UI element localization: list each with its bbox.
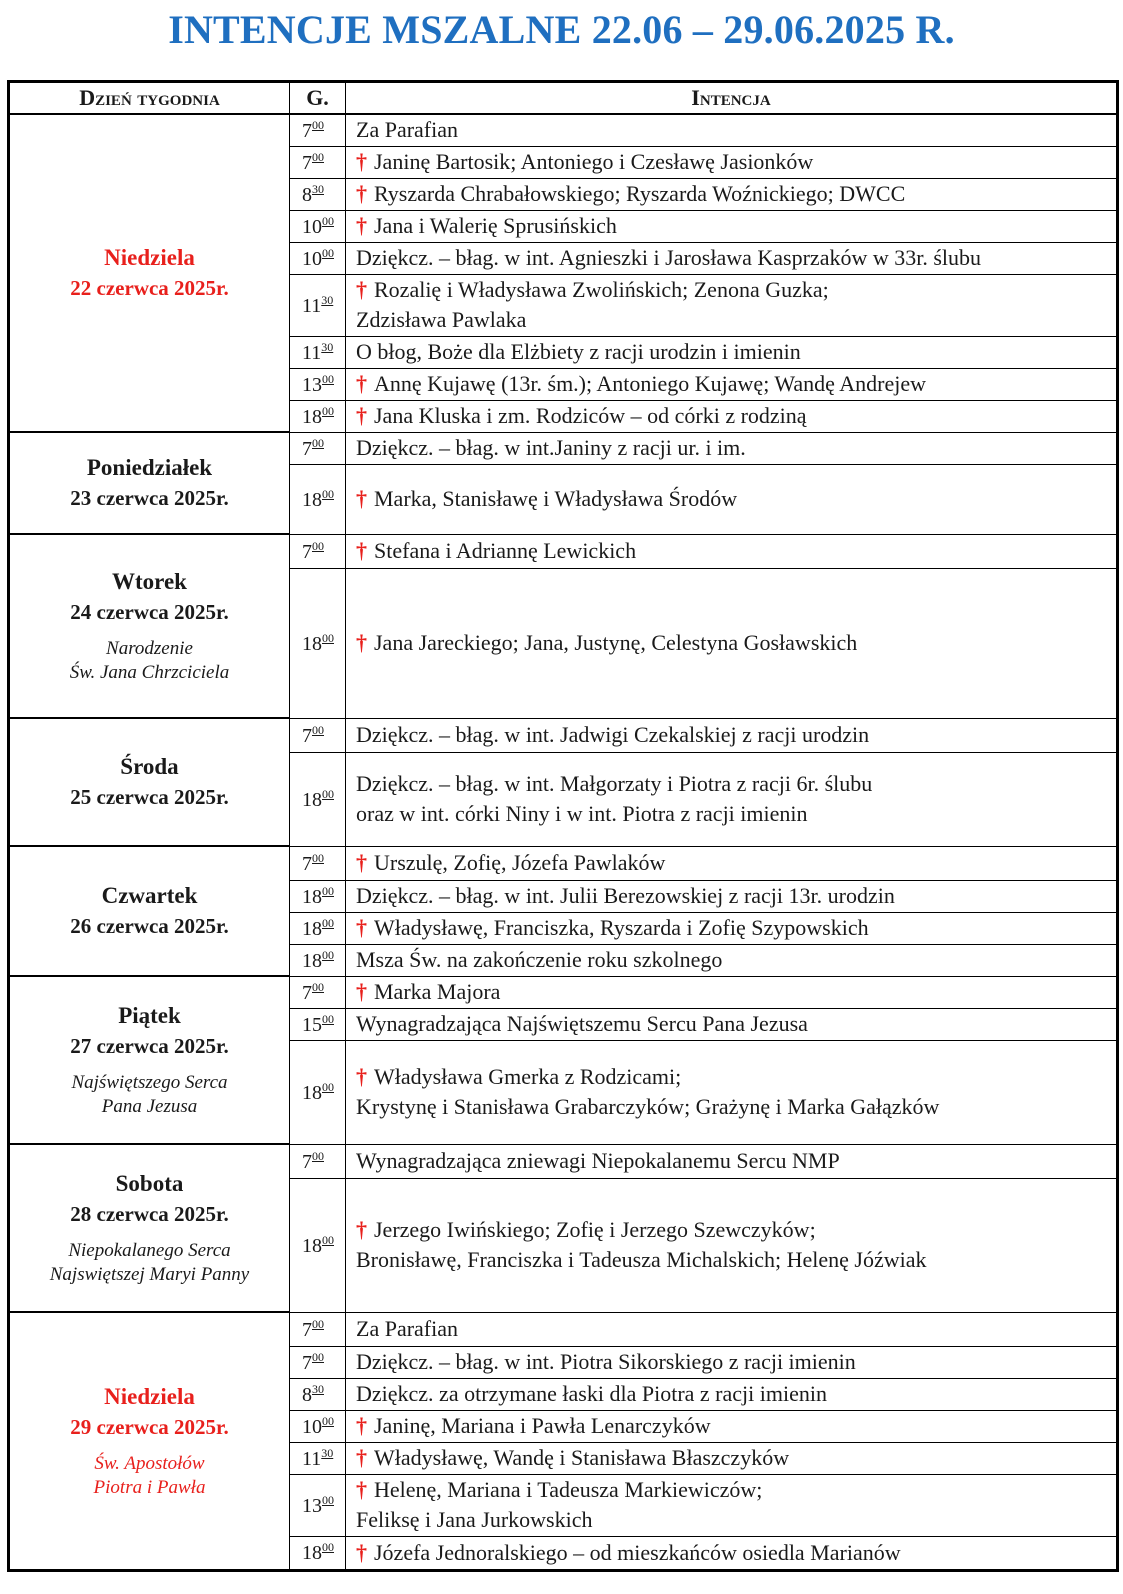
mass-time (290, 752, 346, 846)
time-hour: 18 (302, 405, 322, 428)
intention-line-text: Urszulę, Zofię, Józefa Pawlaków (374, 850, 666, 875)
feast-line: Św. Jana Chrzciciela (69, 662, 230, 683)
time-minutes: 00 (312, 117, 324, 132)
cross-icon: † (356, 213, 367, 238)
cross-icon: † (356, 630, 367, 655)
header-day: Dzień tygodnia (9, 82, 290, 115)
mass-time (290, 210, 346, 242)
intention-line-text: Marka Majora (374, 979, 501, 1004)
intention-line-text: Wynagradzająca zniewagi Niepokalanemu Sercu NMP (356, 1148, 840, 1173)
day-date: 23 czerwca 2025r. (70, 486, 229, 510)
mass-time (290, 336, 346, 368)
table-row (9, 1312, 1118, 1346)
cross-icon: † (356, 915, 367, 940)
intention-line-text: Dziękcz. – błag. w int. Jadwigi Czekalskiej z racji urodzin (356, 722, 870, 747)
intention-text (346, 400, 1118, 432)
time-hour: 18 (302, 788, 322, 811)
time-hour: 18 (302, 949, 322, 972)
intention-text (346, 242, 1118, 274)
intention-line-text: Helenę, Mariana i Tadeusza Markiewiczów; (374, 1477, 763, 1502)
day-date: 25 czerwca 2025r. (70, 785, 229, 809)
time-hour: 7 (302, 119, 312, 142)
intention-text (346, 976, 1118, 1008)
intention-line (356, 977, 1116, 1007)
cross-icon: † (356, 371, 367, 396)
intention-line-text: Dziękcz. – błag. w int.Janiny z racji ur. i im. (356, 435, 746, 460)
intention-text (346, 1442, 1118, 1474)
time-minutes: 30 (312, 181, 324, 196)
day-cell (9, 1312, 290, 1570)
feast-line: Św. Apostołów (94, 1452, 205, 1474)
day-name: Niedziela (104, 245, 195, 270)
time-hour: 7 (302, 151, 312, 174)
intention-line-text: Za Parafian (356, 1316, 458, 1341)
intention-line (356, 369, 1116, 399)
intention-line-text: Bronisławę, Franciszka i Tadeusza Michalskich; Helenę Jóźwiak (356, 1247, 927, 1272)
day-date: 24 czerwca 2025r. (70, 600, 229, 624)
intention-text (346, 1144, 1118, 1178)
intention-text (346, 178, 1118, 210)
time-minutes: 00 (312, 1148, 324, 1163)
intention-line (356, 179, 1116, 209)
mass-time (290, 1442, 346, 1474)
table-row (9, 114, 1118, 146)
time-hour: 10 (302, 1415, 322, 1438)
day-cell (9, 114, 290, 432)
intention-line-text: Jerzego Iwińskiego; Zofię i Jerzego Szewczyków; (374, 1217, 816, 1242)
feast-line: Pana Jezusa (101, 1096, 198, 1117)
intention-line-text: Marka, Stanisławę i Władysława Środów (374, 486, 738, 511)
cross-icon: † (356, 181, 367, 206)
intention-line (356, 1538, 1116, 1568)
time-hour: 10 (302, 215, 322, 238)
time-hour: 18 (302, 1081, 322, 1104)
intention-line-text: Dziękcz. – błag. w int. Małgorzaty i Piotra z racji 6r. ślubu (356, 771, 873, 796)
intention-text (346, 1410, 1118, 1442)
intention-line (356, 147, 1116, 177)
cross-icon: † (356, 1477, 367, 1502)
title-suffix: R. (915, 7, 955, 52)
day-cell (9, 1144, 290, 1312)
mass-time (290, 464, 346, 534)
day-feast (10, 1452, 289, 1500)
time-minutes: 00 (322, 915, 334, 930)
mass-time (290, 1410, 346, 1442)
title-word1: INTENCJE (168, 7, 373, 52)
time-minutes: 30 (321, 292, 334, 307)
table-row (9, 976, 1118, 1008)
table-row (9, 718, 1118, 752)
intention-text (346, 432, 1118, 464)
intention-line-text: oraz w int. córki Niny i w int. Piotra z racji imienin (356, 801, 808, 826)
day-name: Poniedziałek (86, 455, 213, 480)
intention-line-text: Janinę Bartosik; Antoniego i Czesławę Jasionków (374, 149, 814, 174)
intention-line-text: Władysława Gmerka z Rodzicami; (374, 1064, 682, 1089)
time-minutes: 00 (322, 630, 334, 645)
mass-time (290, 1474, 346, 1536)
cross-icon: † (356, 1217, 367, 1242)
page-title (0, 6, 1123, 53)
intention-line (356, 115, 1116, 145)
intention-line-text: Dziękcz. – błag. w int. Julii Berezowskiej z racji 13r. urodzin (356, 883, 895, 908)
mass-time (290, 1008, 346, 1040)
time-hour: 18 (302, 488, 322, 511)
time-hour: 7 (302, 540, 312, 563)
intention-line (356, 1347, 1116, 1377)
time-hour: 7 (302, 981, 312, 1004)
mass-time (290, 114, 346, 146)
mass-time (290, 274, 346, 336)
intention-text (346, 210, 1118, 242)
time-hour: 10 (302, 247, 322, 270)
intention-text (346, 752, 1118, 846)
cross-icon: † (356, 149, 367, 174)
time-minutes: 00 (322, 403, 334, 418)
intention-text (346, 534, 1118, 568)
day-feast (10, 637, 289, 685)
mass-time (290, 432, 346, 464)
intention-line-text: Stefana i Adriannę Lewickich (374, 538, 637, 563)
intention-line (356, 484, 1116, 514)
mass-time (290, 912, 346, 944)
intention-line (356, 1443, 1116, 1473)
day-date: 22 czerwca 2025r. (70, 276, 229, 300)
time-minutes: 00 (322, 1011, 334, 1026)
intention-text (346, 464, 1118, 534)
title-word2: MSZALNE (382, 7, 582, 52)
cross-icon: † (356, 1413, 367, 1438)
cross-icon: † (356, 1064, 367, 1089)
time-minutes: 00 (312, 1316, 324, 1331)
intention-line (356, 945, 1116, 975)
feast-line: Niepokalanego Serca (68, 1240, 231, 1261)
intention-text (346, 880, 1118, 912)
mass-time (290, 242, 346, 274)
time-hour: 7 (302, 1318, 312, 1341)
cross-icon: † (356, 979, 367, 1004)
time-hour: 7 (302, 852, 312, 875)
mass-time (290, 534, 346, 568)
intention-line (356, 720, 1116, 750)
time-hour: 11 (302, 341, 322, 364)
intention-line (356, 881, 1116, 911)
intention-text (346, 1008, 1118, 1040)
table-body (9, 114, 1118, 1570)
intention-text (346, 274, 1118, 336)
mass-time (290, 1312, 346, 1346)
time-hour: 18 (302, 917, 322, 940)
time-hour: 13 (302, 1494, 322, 1517)
time-minutes: 00 (312, 850, 324, 865)
intention-line-text: Janinę, Mariana i Pawła Lenarczyków (374, 1413, 711, 1438)
time-minutes: 00 (312, 435, 324, 450)
time-minutes: 00 (322, 213, 334, 228)
time-minutes: 00 (322, 1540, 334, 1554)
time-minutes: 00 (322, 371, 334, 386)
intention-line-text: Za Parafian (356, 117, 458, 143)
intention-line (356, 848, 1116, 878)
feast-line: Najswiętszej Maryi Panny (49, 1264, 250, 1285)
time-minutes: 30 (321, 339, 334, 354)
time-minutes: 00 (322, 883, 334, 898)
table-row (9, 432, 1118, 464)
time-minutes: 00 (322, 1079, 334, 1094)
cross-icon: † (356, 850, 367, 875)
header-intention: Intencja (346, 82, 1118, 115)
mass-time (290, 1346, 346, 1378)
time-hour: 8 (302, 1383, 312, 1406)
intention-line (356, 1062, 1116, 1092)
time-minutes: 00 (322, 1413, 334, 1428)
table-row (9, 1144, 1118, 1178)
intention-line-text: Ryszarda Chrabałowskiego; Ryszarda Woźnickiego; DWCC (374, 181, 906, 206)
day-cell (9, 432, 290, 534)
intention-line-text: Msza Św. na zakończenie roku szkolnego (356, 947, 723, 972)
day-feast (10, 1239, 289, 1287)
intention-text (346, 1040, 1118, 1144)
time-minutes: 00 (312, 149, 324, 164)
intention-line (356, 337, 1116, 367)
time-minutes: 30 (321, 1445, 334, 1460)
time-minutes: 00 (322, 947, 334, 962)
time-minutes: 00 (312, 538, 324, 553)
time-minutes: 30 (312, 1381, 324, 1396)
mass-time (290, 1378, 346, 1410)
day-name: Niedziela (104, 1383, 195, 1409)
day-date: 27 czerwca 2025r. (70, 1034, 229, 1058)
mass-time (290, 178, 346, 210)
time-minutes: 00 (312, 979, 324, 994)
time-hour: 18 (302, 1542, 322, 1564)
intention-line (356, 243, 1116, 273)
cross-icon: † (356, 1539, 367, 1565)
table-row (9, 534, 1118, 568)
intention-line (356, 1475, 1116, 1505)
mass-time (290, 368, 346, 400)
mass-time (290, 976, 346, 1008)
feast-line: Piotra i Pawła (93, 1476, 206, 1498)
mass-time (290, 944, 346, 976)
intention-line-text: Jana Kluska i zm. Rodziców – od córki z rodziną (374, 403, 807, 428)
intention-line (356, 1411, 1116, 1441)
table-row (9, 846, 1118, 880)
intention-line (356, 433, 1116, 463)
time-hour: 7 (302, 1351, 312, 1374)
cross-icon: † (356, 277, 367, 302)
intention-text (346, 568, 1118, 718)
time-hour: 18 (302, 632, 322, 655)
title-dates: 22.06 – 29.06.2025 (591, 7, 906, 52)
mass-time (290, 718, 346, 752)
intention-text (346, 114, 1118, 146)
intention-line-text: O błog, Boże dla Elżbiety z racji urodzin i imienin (356, 339, 801, 364)
mass-time (290, 1040, 346, 1144)
intention-text (346, 1474, 1118, 1536)
mass-time (290, 1144, 346, 1178)
time-hour: 13 (302, 373, 322, 396)
intention-line-text: Annę Kujawę (13r. śm.); Antoniego Kujawę; Wandę Andrejew (374, 371, 926, 396)
intention-line-text: Wynagradzająca Najświętszemu Sercu Pana Jezusa (356, 1011, 808, 1036)
day-date: 26 czerwca 2025r. (70, 914, 229, 938)
intention-text (346, 1378, 1118, 1410)
cross-icon: † (356, 538, 367, 563)
time-minutes: 00 (322, 786, 334, 801)
time-hour: 15 (302, 1013, 322, 1036)
intention-line (356, 1009, 1116, 1039)
day-cell (9, 846, 290, 976)
mass-time (290, 880, 346, 912)
intention-line-text: Władysławę, Franciszka, Ryszarda i Zofię Szypowskich (374, 915, 869, 940)
intention-line-text: Józefa Jednoralskiego – od mieszkańców osiedla Marianów (374, 1539, 901, 1565)
time-minutes: 00 (322, 245, 334, 260)
intention-line-text: Jana Jareckiego; Jana, Justynę, Celestyna Gosławskich (374, 630, 858, 655)
time-minutes: 00 (322, 1492, 334, 1507)
time-hour: 11 (302, 294, 322, 317)
cross-icon: † (356, 403, 367, 428)
intention-line (356, 1146, 1116, 1176)
intention-line-text: Dziękcz. – błag. w int. Piotra Sikorskiego z racji imienin (356, 1349, 856, 1374)
intention-line (356, 1314, 1116, 1344)
time-hour: 18 (302, 885, 322, 908)
intention-line (356, 1379, 1116, 1409)
time-minutes: 00 (322, 486, 334, 501)
mass-time (290, 1536, 346, 1570)
time-minutes: 00 (312, 1349, 324, 1364)
intention-line-text: Jana i Walerię Sprusińskich (374, 213, 617, 238)
intention-line (356, 913, 1116, 943)
intention-line-text: Zdzisława Pawlaka (356, 307, 527, 332)
intention-text (346, 368, 1118, 400)
feast-line: Narodzenie (106, 638, 193, 659)
intention-line-text: Krystynę i Stanisława Grabarczyków; Grażynę i Marka Gałązków (356, 1094, 940, 1119)
intention-line-text: Feliksę i Jana Jurkowskich (356, 1507, 593, 1532)
mass-time (290, 146, 346, 178)
mass-time (290, 400, 346, 432)
intention-text (346, 846, 1118, 880)
mass-time (290, 846, 346, 880)
time-hour: 8 (302, 183, 312, 206)
day-cell (9, 718, 290, 846)
intention-line (356, 275, 1116, 305)
intention-line-text: Władysławę, Wandę i Stanisława Błaszczyków (374, 1445, 790, 1470)
intention-line (356, 628, 1116, 658)
mass-time (290, 1178, 346, 1312)
intention-line-text: Rozalię i Władysława Zwolińskich; Zenona Guzka; (374, 277, 829, 302)
intention-text (346, 718, 1118, 752)
cross-icon: † (356, 1445, 367, 1470)
intention-text (346, 146, 1118, 178)
time-minutes: 00 (312, 722, 324, 737)
intention-text (346, 1312, 1118, 1346)
intentions-table (7, 80, 1119, 1572)
time-hour: 7 (302, 1150, 312, 1173)
intention-text (346, 1346, 1118, 1378)
intention-text (346, 1178, 1118, 1312)
intention-text (346, 944, 1118, 976)
cross-icon: † (356, 486, 367, 511)
header-hour: G. (290, 82, 346, 115)
day-name: Sobota (115, 1171, 184, 1196)
intention-line (356, 1215, 1116, 1245)
intention-line-text: Dziękcz. – błag. w int. Agnieszki i Jarosława Kasprzaków w 33r. ślubu (356, 245, 982, 270)
day-cell (9, 976, 290, 1144)
intention-line (356, 769, 1116, 799)
intention-line (356, 401, 1116, 431)
time-hour: 11 (302, 1447, 322, 1470)
intention-text (346, 336, 1118, 368)
time-minutes: 00 (322, 1232, 334, 1247)
intention-line (356, 211, 1116, 241)
intention-text (346, 912, 1118, 944)
day-name: Wtorek (112, 569, 187, 594)
day-name: Czwartek (101, 883, 198, 908)
time-hour: 7 (302, 724, 312, 747)
day-date: 28 czerwca 2025r. (70, 1202, 229, 1226)
time-hour: 7 (302, 437, 312, 460)
feast-line: Najświętszego Serca (71, 1072, 228, 1093)
intention-text (346, 1536, 1118, 1570)
day-name: Piątek (118, 1003, 181, 1028)
day-feast (10, 1071, 289, 1119)
day-date: 29 czerwca 2025r. (70, 1414, 229, 1439)
mass-time (290, 568, 346, 718)
header-row (9, 82, 1118, 115)
day-name: Środa (120, 754, 179, 779)
intention-line-text: Dziękcz. za otrzymane łaski dla Piotra z racji imienin (356, 1381, 827, 1406)
time-hour: 18 (302, 1234, 322, 1257)
intention-line (356, 536, 1116, 566)
day-cell (9, 534, 290, 718)
